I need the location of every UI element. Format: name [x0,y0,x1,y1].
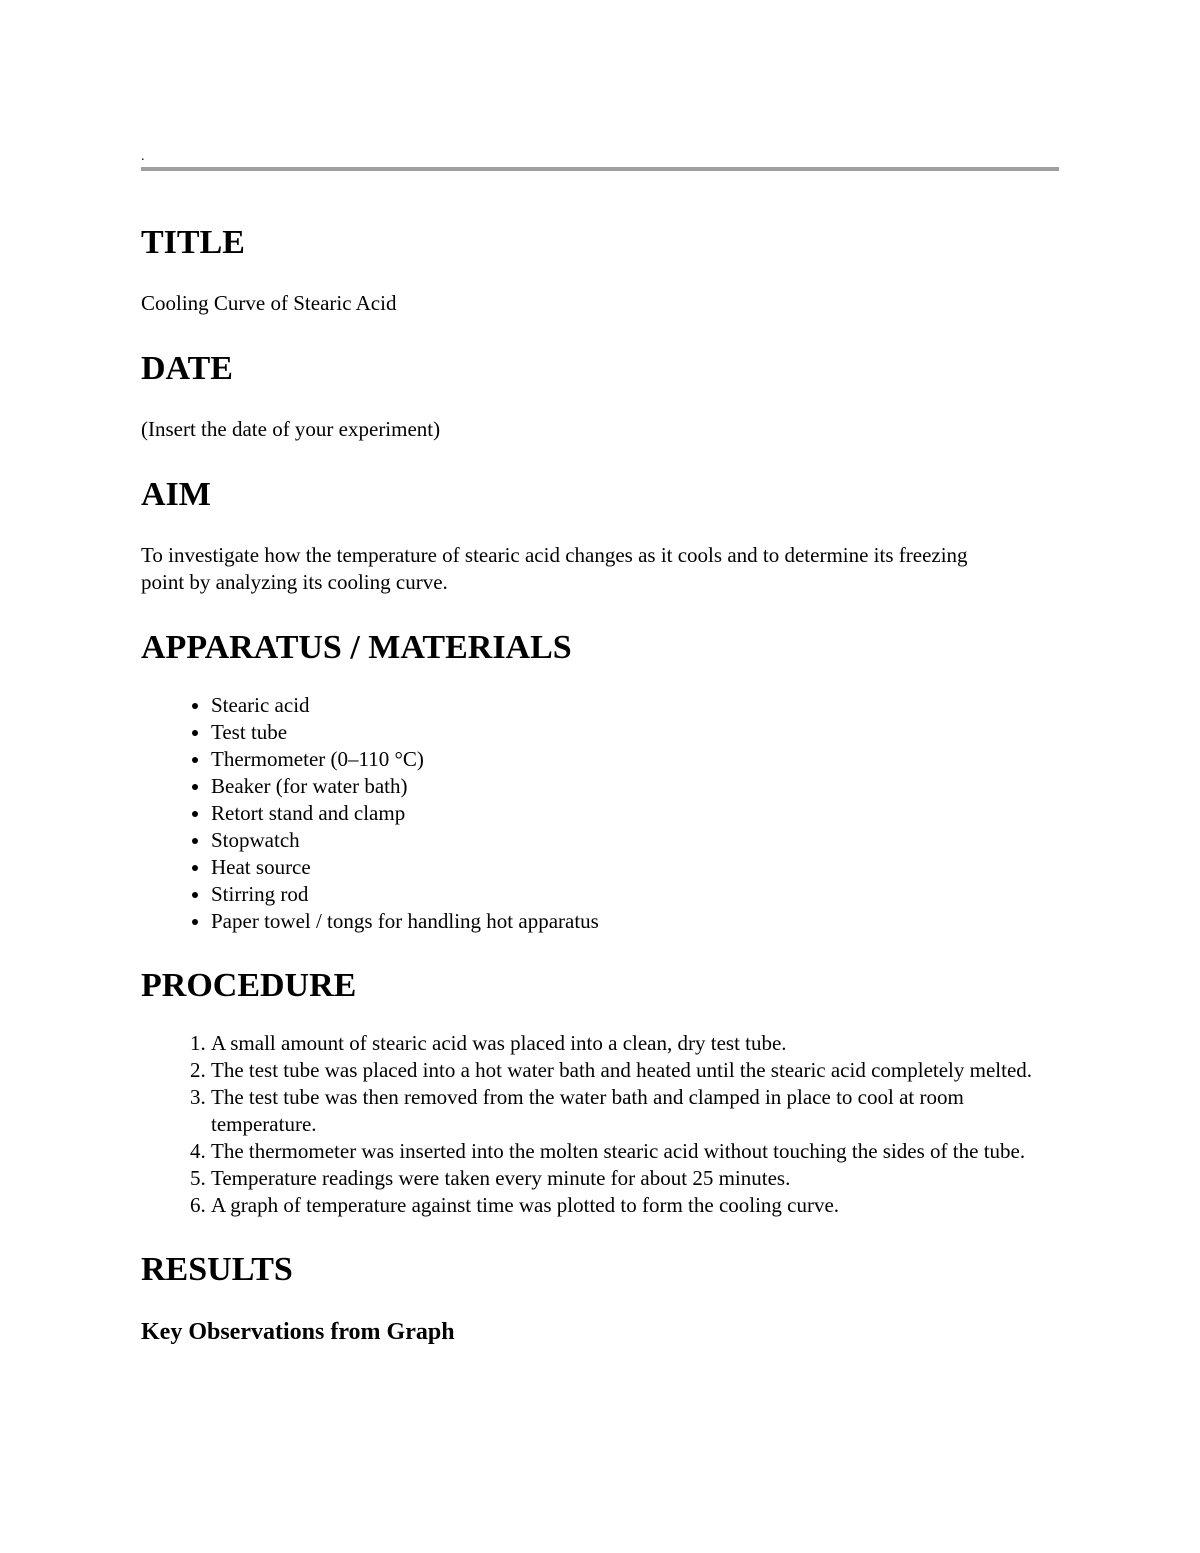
list-item: 4. The thermometer was inserted into the molten stearic acid without touching the sides of the tube. [211,1138,1059,1165]
header-mark: . [141,149,145,164]
list-item: • Stopwatch [211,827,1059,854]
date-heading: DATE [141,350,233,387]
list-item: • Beaker (for water bath) [211,773,1059,800]
list-item: • Test tube [211,719,1059,746]
list-item: • Retort stand and clamp [211,800,1059,827]
procedure-heading: PROCEDURE [141,967,357,1004]
title-text: Cooling Curve of Stearic Acid [141,291,397,315]
list-item: • Thermometer (0–110 °C) [211,746,1059,773]
list-item: 1. A small amount of stearic acid was placed into a clean, dry test tube. [211,1030,1059,1057]
list-item: 2. The test tube was placed into a hot water bath and heated until the stearic acid completely melted. [211,1057,1059,1084]
horizontal-rule [141,167,1059,171]
aim-heading: AIM [141,476,211,513]
procedure-list [141,1030,1059,1219]
apparatus-list [141,692,1059,935]
title-heading: TITLE [141,224,245,261]
list-item: 6. A graph of temperature against time was plotted to form the cooling curve. [211,1192,1059,1219]
results-heading: RESULTS [141,1251,293,1288]
apparatus-heading: APPARATUS / MATERIALS [141,629,572,666]
list-item: • Paper towel / tongs for handling hot apparatus [211,908,1059,935]
list-item: 5. Temperature readings were taken every minute for about 25 minutes. [211,1165,1059,1192]
aim-text: To investigate how the temperature of stearic acid changes as it cools and to determine its freezing point by analyzing its cooling curve. [141,543,968,594]
list-item: • Heat source [211,854,1059,881]
results-subheading: Key Observations from Graph [141,1319,455,1345]
list-item: • Stirring rod [211,881,1059,908]
list-item: • Stearic acid [211,692,1059,719]
date-text: (Insert the date of your experiment) [141,417,441,441]
document-body [141,223,1059,1347]
list-item: 3. The test tube was then removed from the water bath and clamped in place to cool at room temperature. [211,1084,1059,1138]
